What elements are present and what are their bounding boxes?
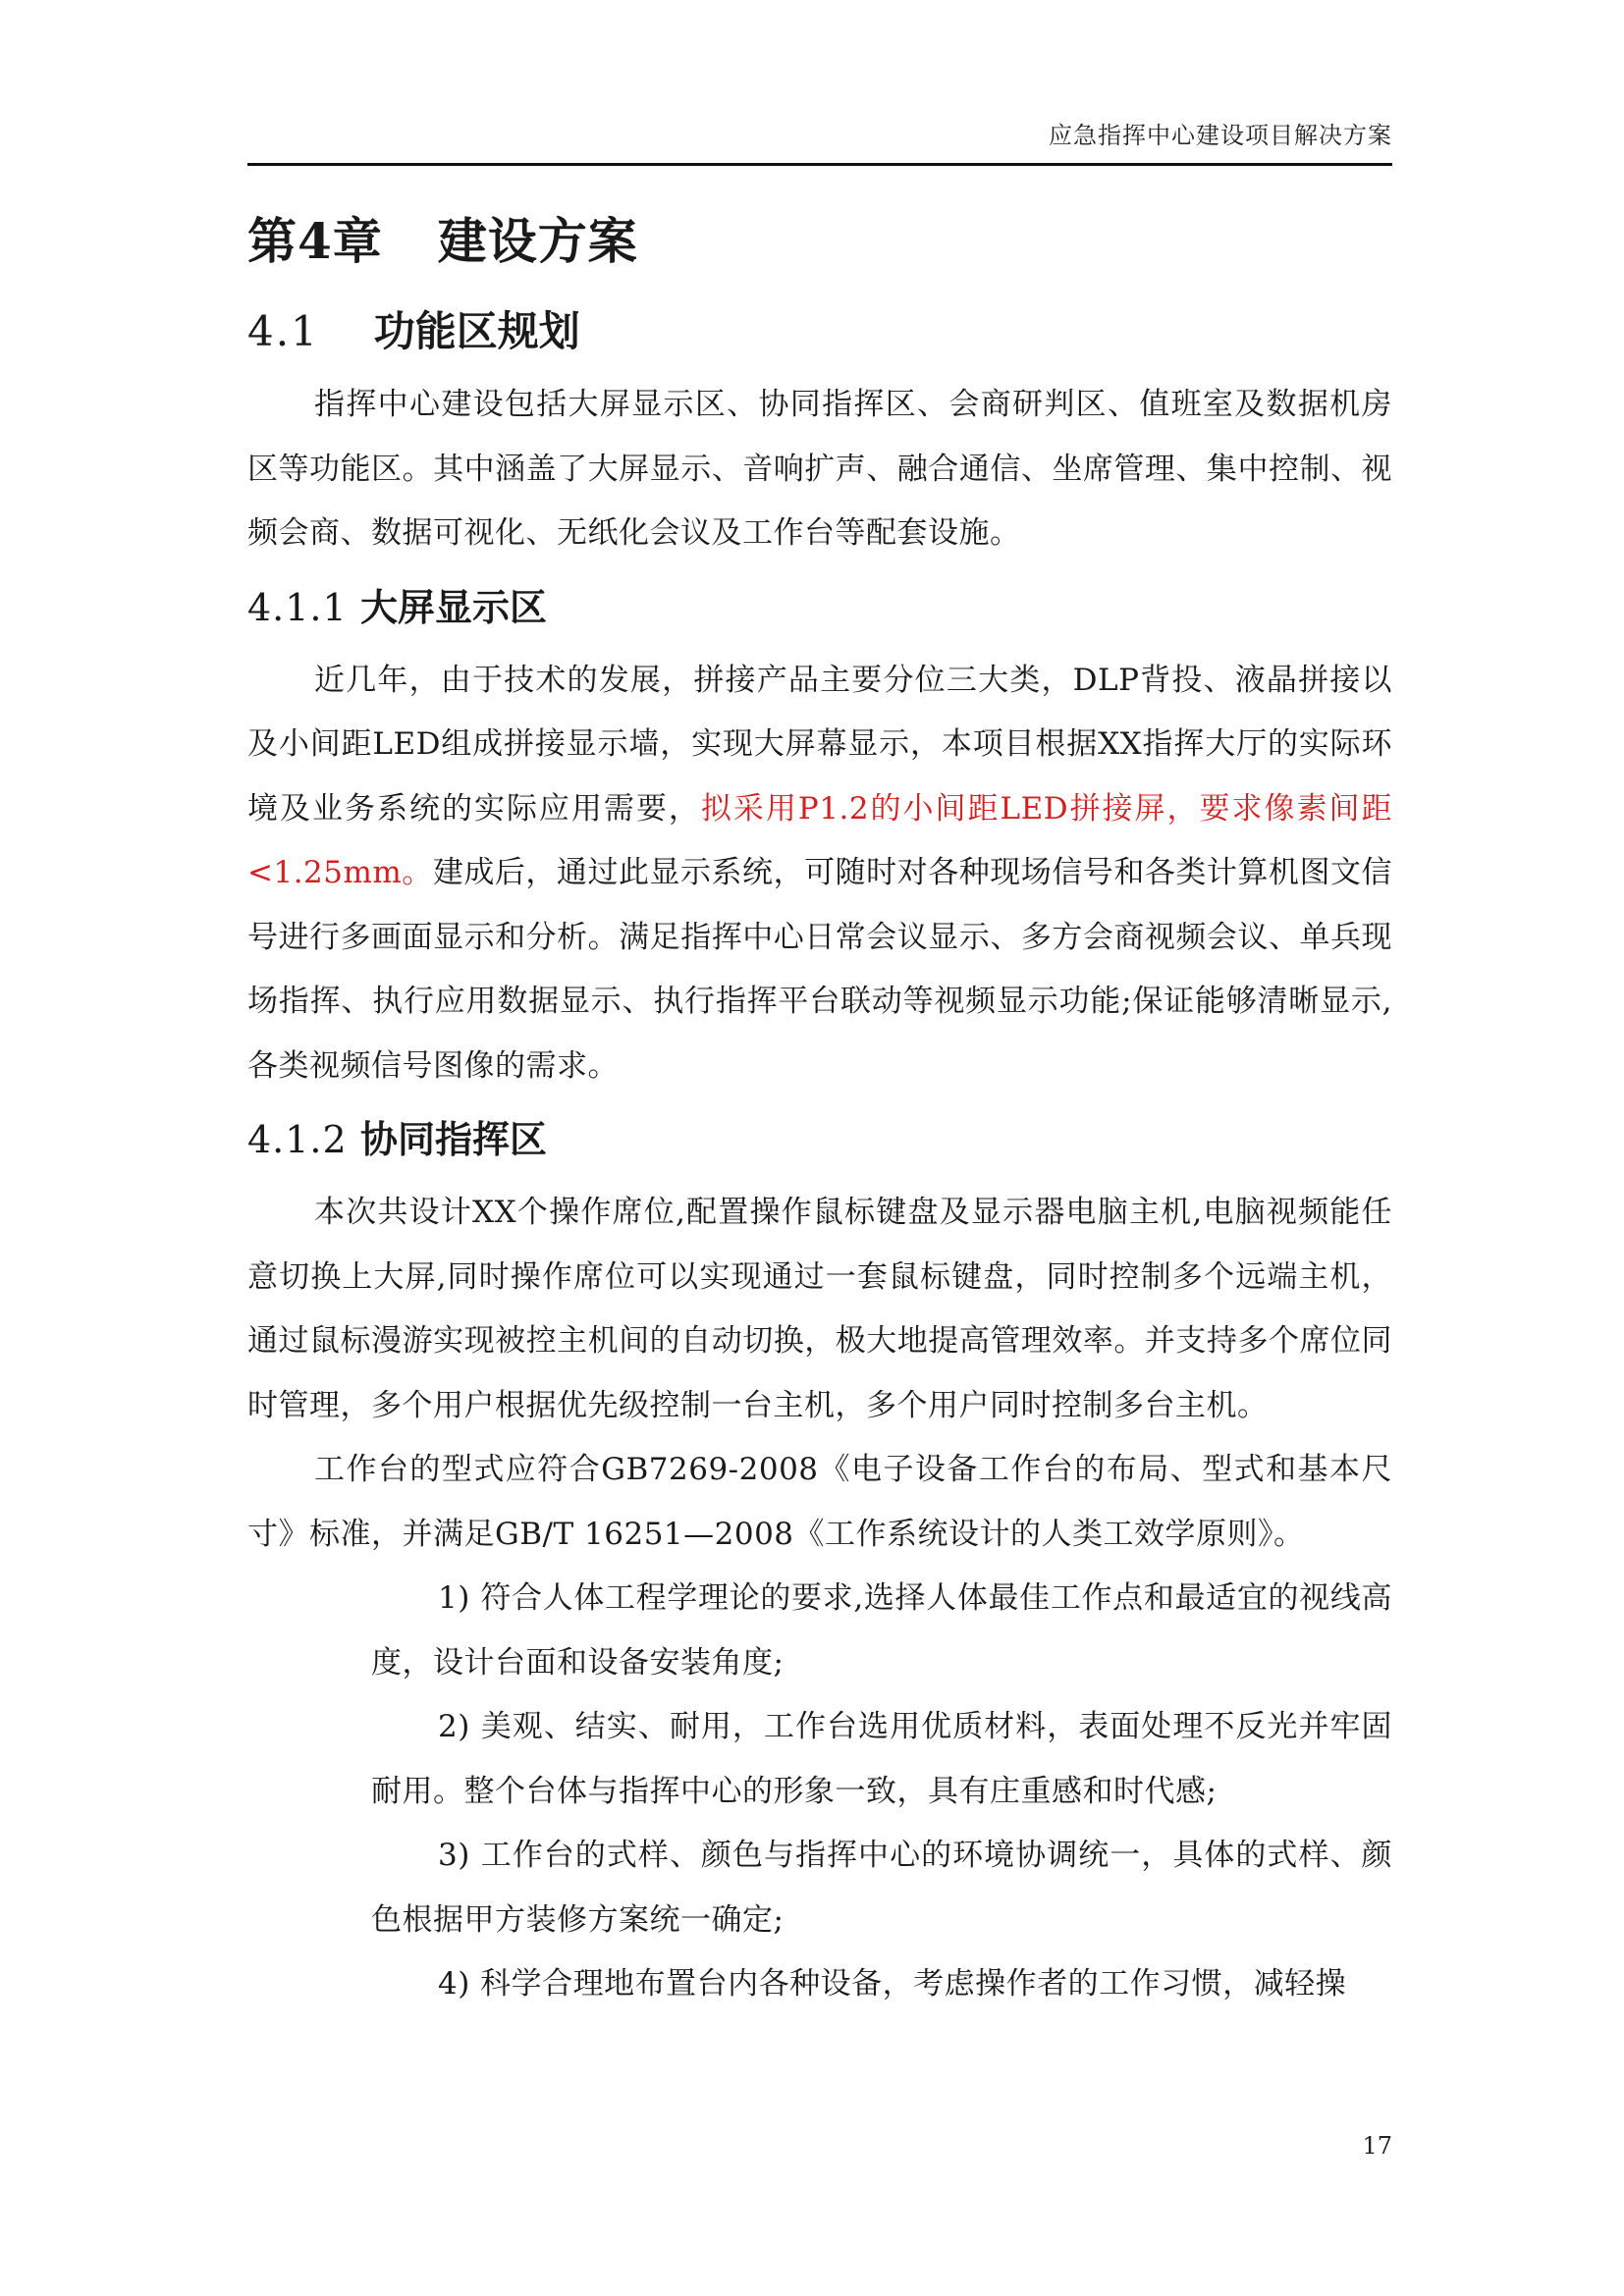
paragraph-seats: 本次共设计XX个操作席位,配置操作鼠标键盘及显示器电脑主机,电脑视频能任意切换上大屏,同时操作席位可以实现通过一套鼠标键盘，同时控制多个远端主机，通过鼠标漫游实现被控主机间的自动切换，极大地提高管理效率。并支持多个席位同时管理，多个用户根据优先级控制一台主机，多个用户同时控制多台主机。 (247, 1195, 1392, 1423)
list-item: 3) 工作台的式样、颜色与指挥中心的环境协调统一，具体的式样、颜色根据甲方装修方案统一确定; (371, 1838, 1392, 1938)
chapter-name: 建设方案 (437, 212, 638, 270)
list-item: 2) 美观、结实、耐用，工作台选用优质材料，表面处理不反光并牢固耐用。整个台体与指挥中心的形象一致，具有庄重感和时代感; (371, 1709, 1392, 1809)
section-title: 大屏显示区 (359, 584, 547, 629)
section-number: 4.1 (247, 307, 319, 355)
chapter-label: 第4章 (247, 212, 383, 270)
list-item: 1) 符合人体工程学理论的要求,选择人体最佳工作点和最适宜的视线高度，设计台面和设备安装角度; (371, 1580, 1392, 1681)
header-divider (247, 163, 1392, 166)
section-title: 协同指挥区 (359, 1117, 547, 1161)
list-item: 4) 科学合理地布置台内各种设备，考虑操作者的工作习惯，减轻操 (438, 1966, 1347, 2002)
paragraph-display-zone (247, 649, 1392, 1099)
page-number: 17 (1362, 2132, 1392, 2160)
chapter-title (247, 194, 1392, 289)
paragraph-text: 近几年，由于技术的发展，拼接产品主要分位三大类，DLP背投、液晶拼接以及小间距LED组成拼接显示墙，实现大屏幕显示，本项目根据XX指挥大厅的实际环境及业务系统的实际应用需要， (247, 662, 1392, 827)
highlighted-requirement: 拟采用P1.2的小间距LED拼接屏，要求像素间距<1.25mm。 (247, 790, 1393, 890)
paragraph-workstation-standard: 工作台的型式应符合GB7269-2008《电子设备工作台的布局、型式和基本尺寸》标准，并满足GB/T 16251—2008《工作系统设计的人类工效学原则》。 (247, 1452, 1392, 1552)
paragraph-text: 建成后，通过此显示系统，可随时对各种现场信号和各类计算机图文信号进行多画面显示和分析。满足指挥中心日常会议显示、多方会商视频会议、单兵现场指挥、执行应用数据显示、执行指挥平台联动等视频显示功能;保证能够清晰显示,各类视频信号图像的需求。 (247, 855, 1392, 1084)
page-content (247, 194, 1392, 2017)
section-number: 4.1.2 (247, 1118, 348, 1161)
section-title: 功能区规划 (373, 307, 580, 355)
section-heading-4-1-2 (247, 1102, 1392, 1177)
running-header: 应急指挥中心建设项目解决方案 (1049, 122, 1392, 149)
section-number: 4.1.1 (247, 585, 348, 629)
section-heading-4-1 (247, 291, 1392, 373)
paragraph-function-zones: 指挥中心建设包括大屏显示区、协同指挥区、会商研判区、值班室及数据机房区等功能区。其中涵盖了大屏显示、音响扩声、融合通信、坐席管理、集中控制、视频会商、数据可视化、无纸化会议及工作台等配套设施。 (247, 387, 1392, 551)
section-heading-4-1-1 (247, 570, 1392, 645)
